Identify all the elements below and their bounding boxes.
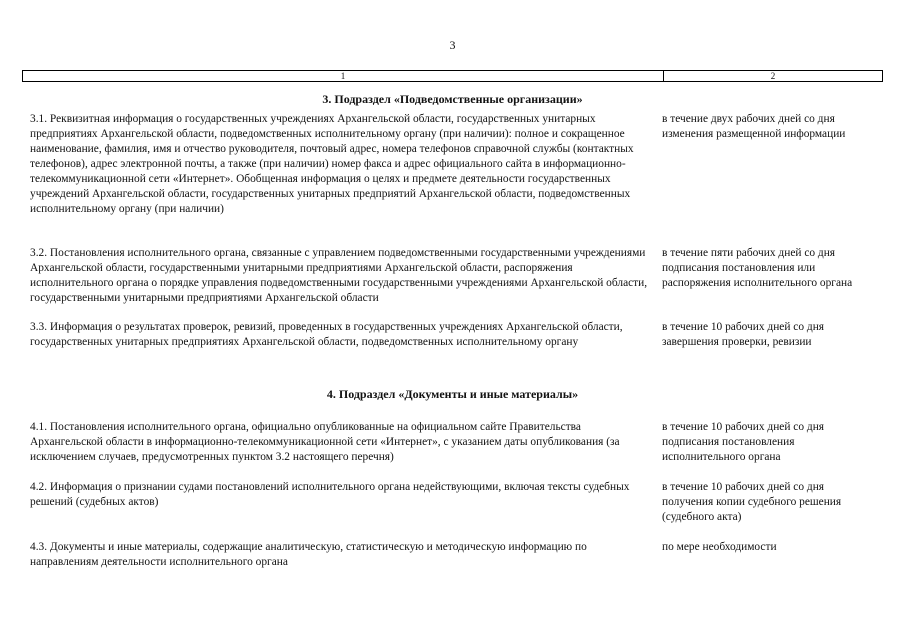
table-header: [22, 70, 883, 82]
list-item: [30, 246, 875, 306]
item-description: 4.1. Постановления исполнительного органа, официально опубликованные на официальном сайте Правительства Архангельской области в информационно-телекоммуникационной сети «Интернет», с указанием даты опубликования (за исключением случаев, предусмотренных пунктом 3.2 настоящего перечня): [30, 421, 620, 463]
item-description: 3.2. Постановления исполнительного органа, связанные с управлением подведомственными государственными учреждениями Архангельской области, государственными унитарными предприятиями Архангельской области, распоряжения исполнительного органа о порядке управления подведомственными государственными учреждениями Архангельской области, государственными унитарными предприятиями Архангельской области: [30, 247, 648, 304]
list-item: [30, 112, 875, 217]
item-deadline: в течение двух рабочих дней со дня изменения размещенной информации: [662, 113, 846, 140]
list-item: [30, 420, 875, 465]
item-description: 3.1. Реквизитная информация о государственных учреждениях Архангельской области, государственных унитарных предприятиях Архангельской области, подведомственных исполнительному органу (при наличии): полное и сокращенное наименование, фамилия, имя и отчество руководителя, почтовый адрес, номера телефонов справочной службы (контактных телефонов), адрес электронной почты, а также (при наличии) номер факса и адрес официального сайта в информационно-телекоммуникационной сети «Интернет». Обобщенная информация о целях и предмете деятельности государственных учреждений Архангельской области, государственных унитарных предприятий Архангельской области, подведомственных исполнительному органу (при наличии): [30, 113, 634, 215]
item-description: 3.3. Информация о результатах проверок, ревизий, проведенных в государственных учреждениях Архангельской области, государственных унитарных предприятиях Архангельской области, подведомственных исполнительному органу: [30, 321, 623, 348]
item-deadline: в течение 10 рабочих дней со дня завершения проверки, ревизии: [662, 321, 825, 348]
list-item: [30, 540, 875, 570]
table-header-col-2: 2: [770, 71, 776, 81]
item-deadline: в течение 10 рабочих дней со дня подписания постановления исполнительного органа: [662, 421, 825, 463]
list-item: [30, 320, 875, 350]
section-title-3: 3. Подраздел «Подведомственные организации»: [322, 92, 583, 106]
section-title-4: 4. Подраздел «Документы и иные материалы»: [326, 387, 579, 401]
item-deadline: в течение 10 рабочих дней со дня получения копии судебного решения (судебного акта): [662, 481, 842, 523]
table-header-col-1: 1: [23, 71, 664, 81]
item-description: 4.3. Документы и иные материалы, содержащие аналитическую, статистическую и методическую информацию по направлениям деятельности исполнительного органа: [30, 541, 587, 568]
item-description: 4.2. Информация о признании судами постановлений исполнительного органа недействующими, включая тексты судебных решений (судебных актов): [30, 481, 630, 508]
item-deadline: в течение пяти рабочих дней со дня подписания постановления или распоряжения исполнительного органа: [662, 247, 853, 289]
list-item: [30, 480, 875, 525]
item-deadline: по мере необходимости: [662, 541, 777, 553]
page-number: 3: [449, 38, 456, 52]
